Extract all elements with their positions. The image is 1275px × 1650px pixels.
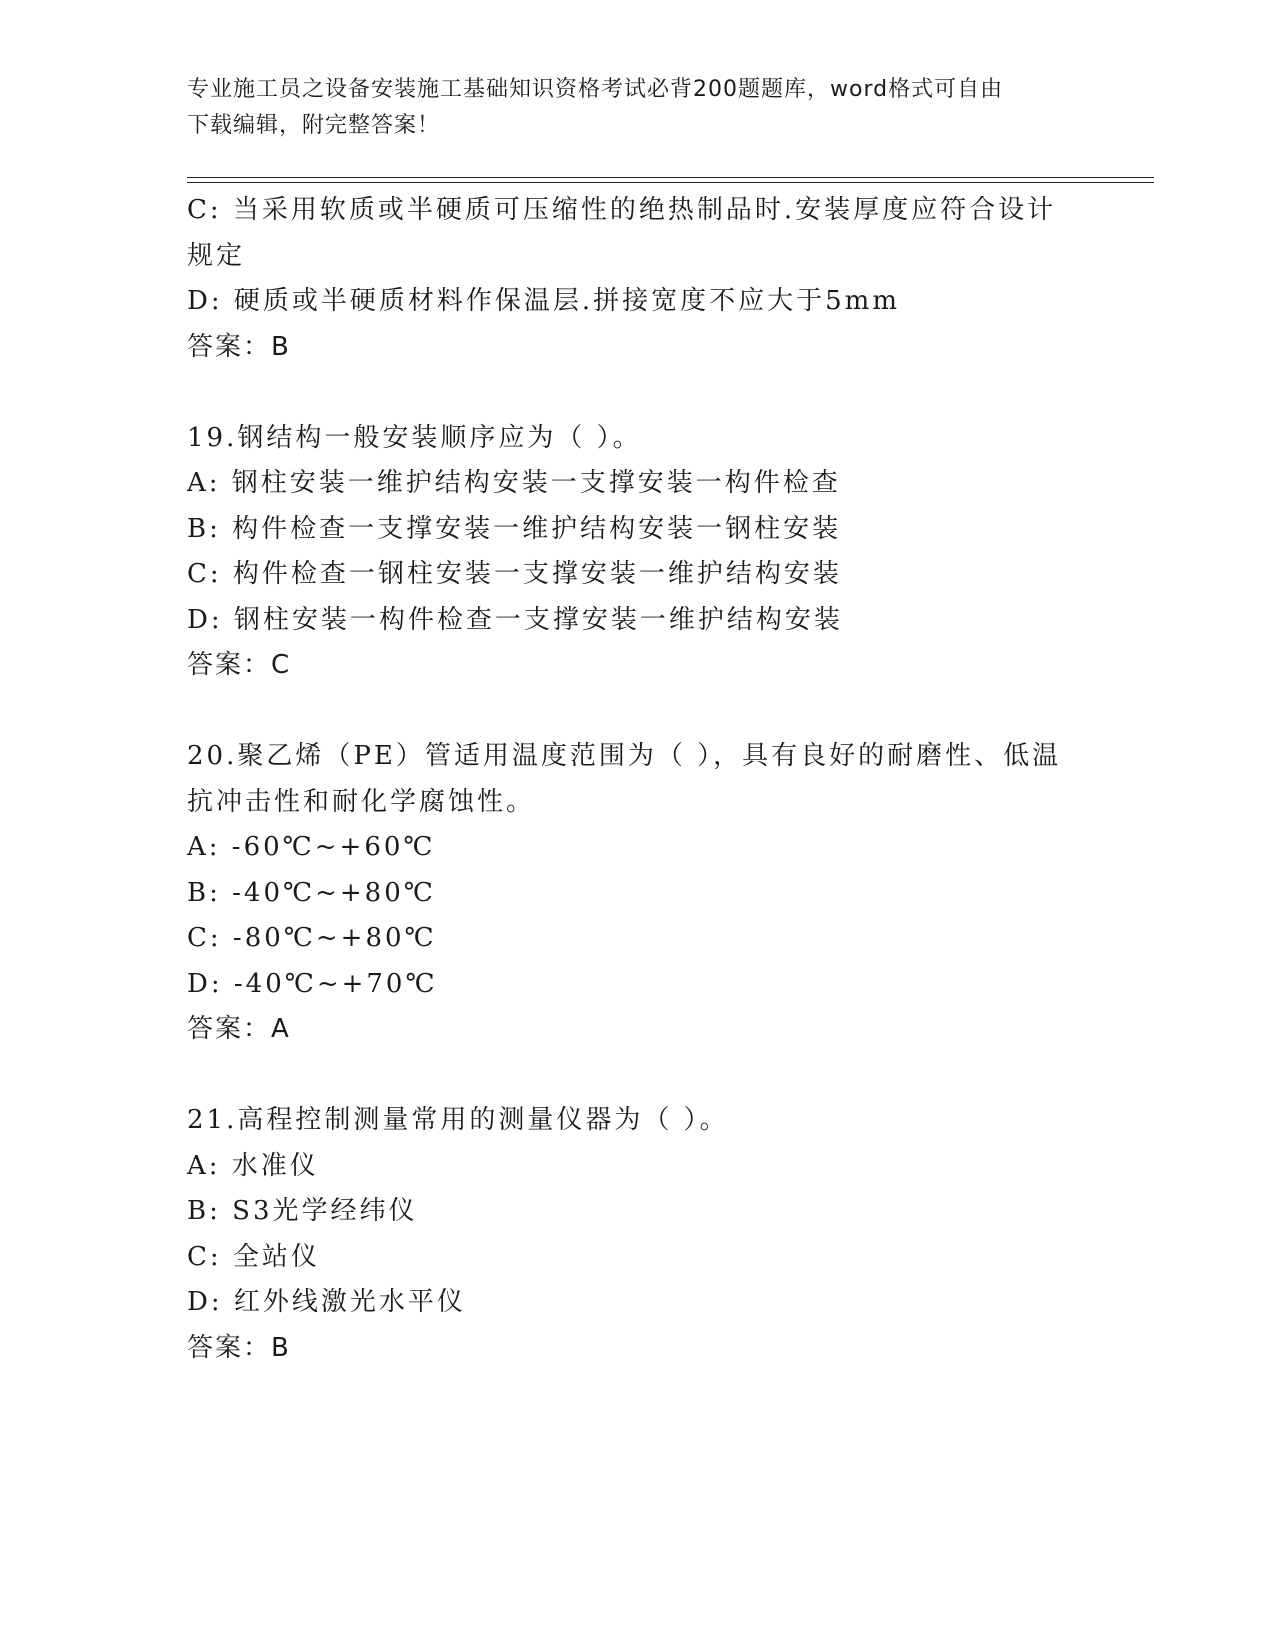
option-d: D: 钢柱安装一构件检查一支撑安装一维护结构安装 [187,604,843,635]
header-line-1: 专业施工员之设备安装施工基础知识资格考试必背200题题库，word格式可自由 [187,77,1004,102]
option-a: A: -60℃~+60℃ [187,832,436,862]
answer: 答案：B [187,331,291,362]
question-19 [187,416,1067,689]
answer: 答案：A [187,1014,291,1044]
header-line-2: 下载编辑，附完整答案！ [187,113,441,138]
header-divider [187,177,1154,183]
answer: 答案：B [187,1332,291,1363]
option-a: A: 水准仪 [187,1150,319,1181]
option-c: C: -80℃~+80℃ [187,923,437,953]
question-stem: 20.聚乙烯（PE）管适用温度范围为（ ），具有良好的耐磨性、低温 [187,741,1062,771]
option-c: C: 构件检查一钢柱安装一支撑安装一维护结构安装 [187,559,842,589]
option-c: C: 当采用软质或半硬质可压缩性的绝热制品时.安装厚度应符合设计 [187,195,1057,225]
answer: 答案：C [187,650,292,680]
spacer [187,1053,1067,1099]
question-stem: 21.高程控制测量常用的测量仪器为（ ）。 [187,1105,729,1135]
option-d: D: 硬质或半硬质材料作保温层.拼接宽度不应大于5mm [187,286,900,316]
option-c-continued: 规定 [187,240,246,271]
question-18 [187,188,1067,370]
option-b: B: S3光学经纬仪 [187,1196,418,1226]
question-stem: 19.钢结构一般安装顺序应为（ ）。 [187,422,642,453]
option-d: D: 红外线激光水平仪 [187,1287,466,1317]
option-a: A: 钢柱安装一维护结构安装一支撑安装一构件检查 [187,468,841,498]
question-20 [187,734,1067,1053]
spacer [187,689,1067,735]
option-d: D: -40℃~+70℃ [187,968,438,999]
spacer [187,370,1067,416]
question-21 [187,1098,1067,1371]
option-c: C: 全站仪 [187,1241,320,1272]
option-b: B: -40℃~+80℃ [187,877,436,908]
question-stem-continued: 抗冲击性和耐化学腐蚀性。 [187,786,536,817]
document-header [187,72,1067,144]
option-b: B: 构件检查一支撑安装一维护结构安装一钢柱安装 [187,513,842,544]
question-list [187,188,1067,1371]
